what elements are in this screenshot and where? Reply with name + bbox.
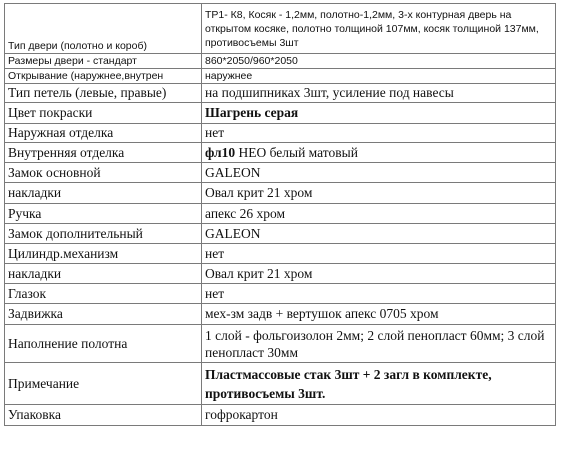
row-value-note: Пластмассовые стак 3шт + 2 загл в комплекте, противосъемы 3шт. <box>202 363 556 405</box>
door-spec-table <box>4 3 556 426</box>
row-value-extra-lock: GALEON <box>202 224 556 244</box>
row-value-door-size: 860*2050/960*2050 <box>202 54 556 69</box>
row-value-packaging: гофрокартон <box>202 405 556 426</box>
row-value-hinges: на подшипниках 3шт, усиление под навесы <box>202 84 556 103</box>
row-label-extra-lock: Замок дополнительный <box>5 224 202 244</box>
row-label-opening: Открывание (наружнее,внутрен <box>5 69 202 84</box>
row-value-opening: наружнее <box>202 69 556 84</box>
inner-finish-name: НЕО белый матовый <box>238 144 358 160</box>
row-label-main-lock: Замок основной <box>5 163 202 183</box>
row-label-note: Примечание <box>5 363 202 405</box>
table-row <box>5 183 556 204</box>
row-label-door-size: Размеры двери - стандарт <box>5 54 202 69</box>
row-label-peephole: Глазок <box>5 284 202 304</box>
row-value-cylinder: нет <box>202 244 556 264</box>
table-row <box>5 244 556 264</box>
row-label-latch: Задвижка <box>5 304 202 325</box>
table-row <box>5 224 556 244</box>
row-label-covers-2: накладки <box>5 264 202 284</box>
table-row <box>5 264 556 284</box>
row-label-cylinder: Цилиндр.механизм <box>5 244 202 264</box>
table-row <box>5 284 556 304</box>
row-value-latch: мех-зм задв + вертушок апекс 0705 хром <box>202 304 556 325</box>
row-value-covers-2: Овал крит 21 хром <box>202 264 556 284</box>
row-value-peephole: нет <box>202 284 556 304</box>
inner-finish-code: фл10 <box>205 144 236 160</box>
table-row <box>5 143 556 163</box>
table-row <box>5 4 556 54</box>
row-label-handle: Ручка <box>5 204 202 224</box>
row-label-filling: Наполнение полотна <box>5 325 202 363</box>
table-row <box>5 325 556 363</box>
table-row <box>5 163 556 183</box>
table-row <box>5 204 556 224</box>
row-label-covers-1: накладки <box>5 183 202 204</box>
row-label-outer-finish: Наружная отделка <box>5 124 202 143</box>
row-value-covers-1: Овал крит 21 хром <box>202 183 556 204</box>
row-value-outer-finish: нет <box>202 124 556 143</box>
row-label-paint-color: Цвет покраски <box>5 103 202 124</box>
table-row <box>5 84 556 103</box>
row-value-handle: апекс 26 хром <box>202 204 556 224</box>
table-row <box>5 69 556 84</box>
row-label-inner-finish: Внутренняя отделка <box>5 143 202 163</box>
table-row <box>5 405 556 426</box>
table-row <box>5 54 556 69</box>
row-value-paint-color: Шагрень серая <box>202 103 556 124</box>
table-row <box>5 304 556 325</box>
row-label-hinges: Тип петель (левые, правые) <box>5 84 202 103</box>
table-row <box>5 363 556 405</box>
row-value-filling: 1 слой - фольгоизолон 2мм; 2 слой пенопласт 60мм; 3 слой пенопласт 30мм <box>202 325 556 363</box>
row-value-inner-finish <box>202 143 556 163</box>
row-value-door-type: ТР1- К8, Косяк - 1,2мм, полотно-1,2мм, 3-х контурная дверь на открытом косяке, полотно толщиной 107мм, косяк толщиной 137мм, противосъемы 3шт <box>202 4 556 54</box>
row-value-main-lock: GALEON <box>202 163 556 183</box>
row-label-door-type: Тип двери (полотно и короб) <box>5 4 202 54</box>
table-row <box>5 124 556 143</box>
table-row <box>5 103 556 124</box>
row-label-packaging: Упаковка <box>5 405 202 426</box>
